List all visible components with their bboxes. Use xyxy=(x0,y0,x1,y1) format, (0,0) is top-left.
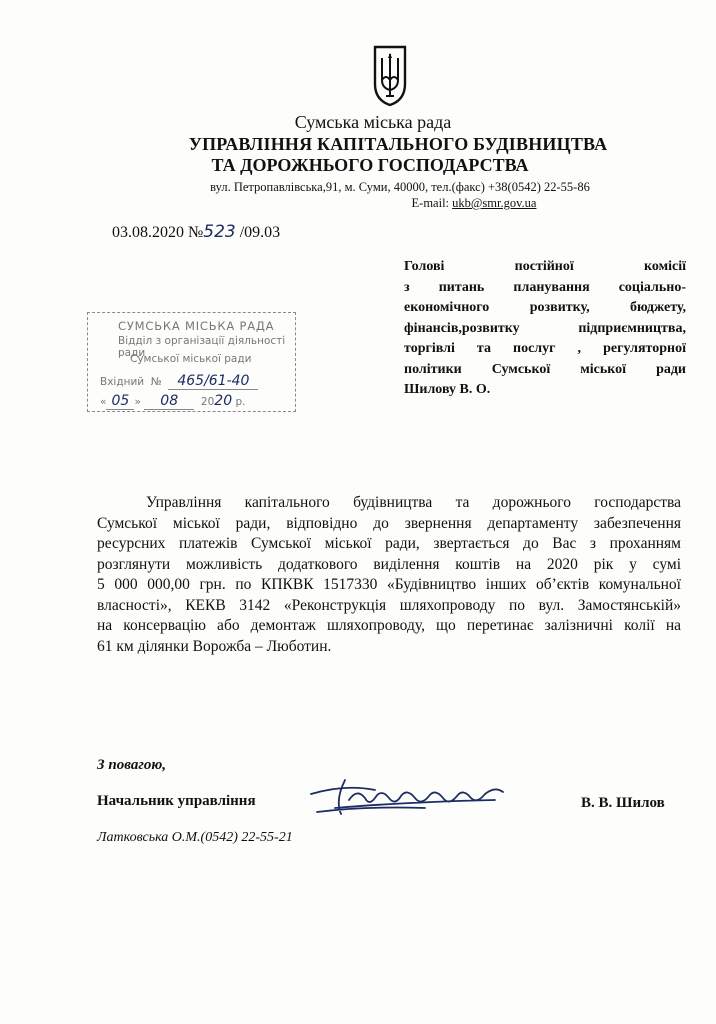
stamp-day: 05 xyxy=(106,393,134,410)
signer-name: В. В. Шилов xyxy=(581,795,665,811)
reference-suffix: /09.03 xyxy=(239,224,281,241)
closing-regards: З повагою, xyxy=(97,757,167,773)
council-name: Сумська міська рада xyxy=(294,112,452,132)
stamp-date-row xyxy=(100,393,245,410)
stamp-line3: Сумської міської ради xyxy=(130,353,252,365)
stamp-year-unit: р. xyxy=(235,396,246,408)
body-line: 61 км ділянки Ворожба – Люботин. xyxy=(97,637,332,655)
stamp-incoming-label: Вхідний xyxy=(100,376,145,388)
addressee-line: фінансів,розвитку підприємництва, xyxy=(404,320,686,336)
incoming-registration-stamp xyxy=(87,312,296,412)
body-line: 5 000 000,00 грн. по КПКВК 1517330 «Будівництво інших об’єктів комунальної xyxy=(97,576,681,593)
stamp-number-sign: № xyxy=(150,376,162,388)
body-line: розглянути можливість додаткового виділення коштів на 2020 рік у сумі xyxy=(97,555,681,573)
body-line: ресурсних платежів Сумської міської ради, звертається до Вас з проханням xyxy=(97,535,681,552)
addressee-line: Голові постійної комісії xyxy=(404,259,686,274)
reference-date: 03.08.2020 xyxy=(112,224,184,241)
addressee-line: політики Сумської міської ради xyxy=(404,361,686,377)
stamp-line1: СУМСЬКА МІСЬКА РАДА xyxy=(118,319,275,333)
body-line: Управління капітального будівництва та дорожнього господарства xyxy=(146,494,681,511)
body-line: Сумської міської ради, відповідно до звернення департаменту забезпечення xyxy=(97,514,681,532)
stamp-incoming-number-row xyxy=(100,373,258,390)
signer-position: Начальник управління xyxy=(97,793,256,809)
stamp-year-suffix: 20 xyxy=(214,393,233,409)
handwritten-signature xyxy=(305,770,515,822)
stamp-month: 08 xyxy=(144,393,194,410)
addressee-line: Шилову В. О. xyxy=(404,382,491,397)
department-address: вул. Петропавлівська,91, м. Суми, 40000, тел.(факс) +38(0542) 22-55-86 xyxy=(210,180,590,194)
addressee-line: торгівлі та послуг , регуляторної xyxy=(404,341,686,356)
body-line: на консервацію або демонтаж шляхопроводу, що перетинає залізничні колії на xyxy=(97,617,681,634)
stamp-year-prefix: 20 xyxy=(200,396,215,408)
stamp-day-close: » xyxy=(134,396,141,408)
addressee-line: економічного розвитку, бюджету, xyxy=(404,300,686,315)
outgoing-reference xyxy=(112,222,280,242)
department-name-line1: УПРАВЛІННЯ КАПІТАЛЬНОГО БУДІВНИЦТВА xyxy=(188,134,608,154)
stamp-date-prefix: « xyxy=(100,396,107,408)
stamp-incoming-number: 465/61-40 xyxy=(168,373,258,390)
reference-number: 523 xyxy=(203,222,236,242)
department-name-line2: ТА ДОРОЖНЬОГО ГОСПОДАРСТВА xyxy=(211,155,529,175)
addressee-block xyxy=(404,257,686,401)
letter-body xyxy=(97,493,681,657)
email-label: E-mail: xyxy=(411,196,453,210)
executor-contact: Латковська О.М.(0542) 22-55-21 xyxy=(97,830,293,845)
department-email xyxy=(116,196,716,211)
addressee-line: з питань планування соціально- xyxy=(404,279,686,295)
reference-number-sign: № xyxy=(188,224,204,241)
stamp-line2: Відділ з організації діяльності ради xyxy=(118,335,286,359)
email-link[interactable]: ukb@smr.gov.ua xyxy=(452,196,537,210)
coat-of-arms-icon xyxy=(372,44,408,108)
body-line: власності», КЕКВ 3142 «Реконструкція шляхопроводу по вул. Замостянській» xyxy=(97,596,681,614)
